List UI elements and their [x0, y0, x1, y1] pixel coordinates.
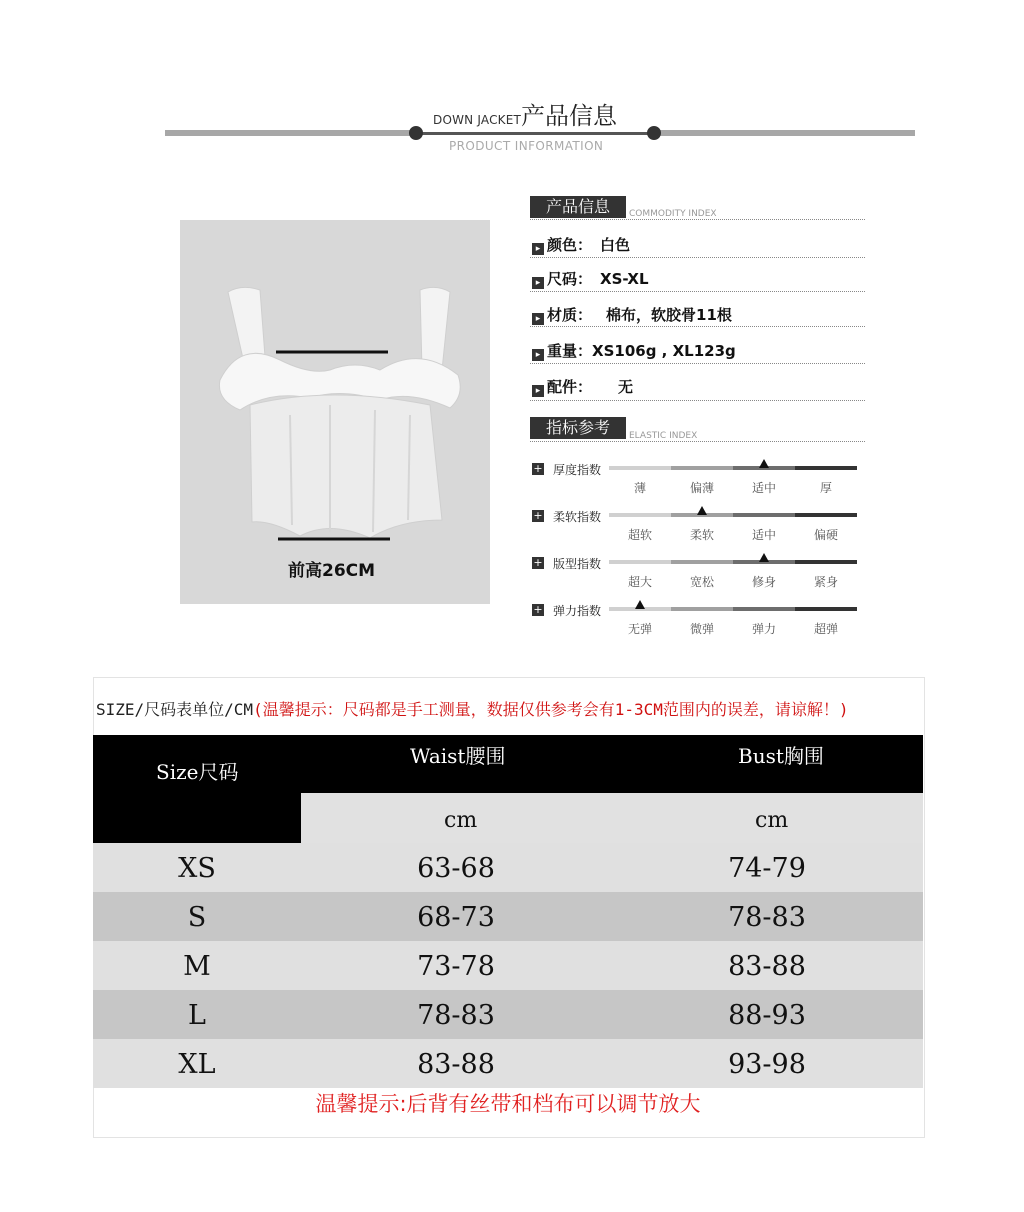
index-option: 弹力 — [751, 622, 776, 636]
page-title-en: DOWN JACKET — [433, 113, 522, 127]
index-option: 偏薄 — [689, 481, 714, 495]
index-option: 偏硬 — [813, 528, 838, 542]
index-marker-icon — [759, 553, 769, 562]
front-height-caption: 前高26CM — [288, 561, 376, 581]
page-title-cn: 产品信息 — [521, 102, 618, 130]
header-dot-left — [409, 126, 423, 140]
arrow-icon: ▸ — [532, 243, 544, 255]
header-rule-right — [655, 130, 915, 136]
cell-bust: 74-79 — [728, 853, 806, 884]
table-row — [93, 1039, 923, 1088]
unit-bust: cm — [755, 808, 789, 833]
cell-size: XS — [178, 853, 216, 884]
header-rule-middle — [415, 132, 655, 135]
index-marker-icon — [697, 506, 707, 515]
unit-waist: cm — [444, 808, 478, 833]
table-row — [93, 843, 923, 892]
cell-bust: 78-83 — [728, 902, 806, 933]
header-dot-right — [647, 126, 661, 140]
index-marker-icon — [635, 600, 645, 609]
info-divider — [530, 291, 865, 292]
arrow-icon: ▸ — [532, 349, 544, 361]
page-title — [433, 96, 617, 131]
info-row-color: ▸ 颜色： 白色 — [532, 234, 630, 255]
unit-row — [301, 793, 923, 843]
table-row — [93, 941, 923, 990]
size-table-note — [96, 697, 849, 720]
header-rule-left — [165, 130, 415, 136]
index-tag-en: ELASTIC INDEX — [629, 431, 698, 441]
index-row — [532, 463, 872, 503]
table-row — [93, 990, 923, 1039]
info-row-weight: ▸ 重量：XS106g , XL123g — [532, 340, 736, 361]
cell-size: M — [183, 951, 211, 982]
index-option: 微弹 — [689, 622, 714, 636]
info-divider — [530, 326, 865, 327]
arrow-icon: ▸ — [532, 385, 544, 397]
index-segment — [609, 466, 671, 470]
index-option: 无弹 — [627, 622, 652, 636]
index-option: 超软 — [627, 528, 652, 542]
index-option: 柔软 — [689, 528, 714, 542]
info-divider — [530, 219, 865, 220]
plus-icon: + — [533, 556, 543, 569]
page-subtitle: PRODUCT INFORMATION — [449, 139, 604, 153]
cell-size: L — [188, 1000, 206, 1031]
info-divider — [530, 257, 865, 258]
index-segment — [609, 560, 671, 564]
cell-bust: 83-88 — [728, 951, 806, 982]
arrow-icon: ▸ — [532, 277, 544, 289]
index-marker-icon — [759, 459, 769, 468]
cell-waist: 78-83 — [417, 1000, 495, 1031]
index-option: 适中 — [751, 481, 776, 495]
cell-waist: 63-68 — [417, 853, 495, 884]
cell-bust: 93-98 — [728, 1049, 806, 1080]
index-segment — [671, 560, 733, 564]
index-segment — [671, 607, 733, 611]
index-name: 柔软指数 — [553, 510, 602, 524]
info-row-accessories: ▸ 配件： 无 — [532, 376, 633, 397]
index-option: 紧身 — [813, 575, 838, 589]
index-segment — [795, 513, 857, 517]
cell-size: XL — [178, 1049, 216, 1080]
size-table-note-warning: (温馨提示：尺码都是手工测量，数据仅供参考会有1-3CM范围内的误差，请谅解！) — [253, 700, 849, 719]
cell-waist: 83-88 — [417, 1049, 495, 1080]
index-option: 超大 — [627, 575, 652, 589]
cell-size: S — [187, 902, 207, 933]
index-row — [532, 510, 872, 550]
index-option: 适中 — [751, 528, 776, 542]
index-divider — [530, 441, 865, 442]
index-segment — [609, 513, 671, 517]
index-name: 版型指数 — [553, 557, 602, 571]
index-option: 超弹 — [813, 622, 838, 636]
header-size: Size尺码 — [156, 760, 239, 784]
index-segment — [671, 466, 733, 470]
index-segment — [795, 607, 857, 611]
index-segment — [733, 607, 795, 611]
index-row — [532, 604, 872, 644]
plus-icon: + — [533, 603, 543, 616]
cell-waist: 68-73 — [417, 902, 495, 933]
index-segment — [795, 560, 857, 564]
index-name: 厚度指数 — [553, 463, 602, 477]
index-segment — [733, 513, 795, 517]
corset-illustration — [180, 220, 490, 604]
cell-waist: 73-78 — [417, 951, 495, 982]
info-divider — [530, 400, 865, 401]
plus-icon: + — [533, 462, 543, 475]
size-table-footer-note: 温馨提示:后背有丝带和档布可以调节放大 — [315, 1092, 701, 1116]
info-row-material: ▸ 材质： 棉布，软胶骨11根 — [532, 304, 732, 325]
product-photo — [180, 220, 490, 604]
index-option: 薄 — [633, 481, 646, 495]
cell-bust: 88-93 — [728, 1000, 806, 1031]
header-waist: Waist腰围 — [410, 744, 506, 768]
index-name: 弹力指数 — [553, 604, 602, 618]
info-row-size: ▸ 尺码： XS-XL — [532, 268, 649, 289]
size-table-note-unit: SIZE/尺码表单位/CM — [96, 700, 254, 719]
plus-icon: + — [533, 509, 543, 522]
info-tag-en: COMMODITY INDEX — [629, 209, 717, 219]
arrow-icon: ▸ — [532, 313, 544, 325]
index-segment — [795, 466, 857, 470]
index-option: 修身 — [751, 575, 776, 589]
index-option: 宽松 — [689, 575, 714, 589]
index-option: 厚 — [819, 481, 832, 495]
index-row — [532, 557, 872, 597]
table-row — [93, 892, 923, 941]
header-bust: Bust胸围 — [738, 744, 824, 768]
table-header-size-cell — [93, 793, 301, 843]
info-divider — [530, 363, 865, 364]
index-tag: 指标参考 — [530, 417, 626, 439]
info-tag: 产品信息 — [530, 196, 626, 218]
